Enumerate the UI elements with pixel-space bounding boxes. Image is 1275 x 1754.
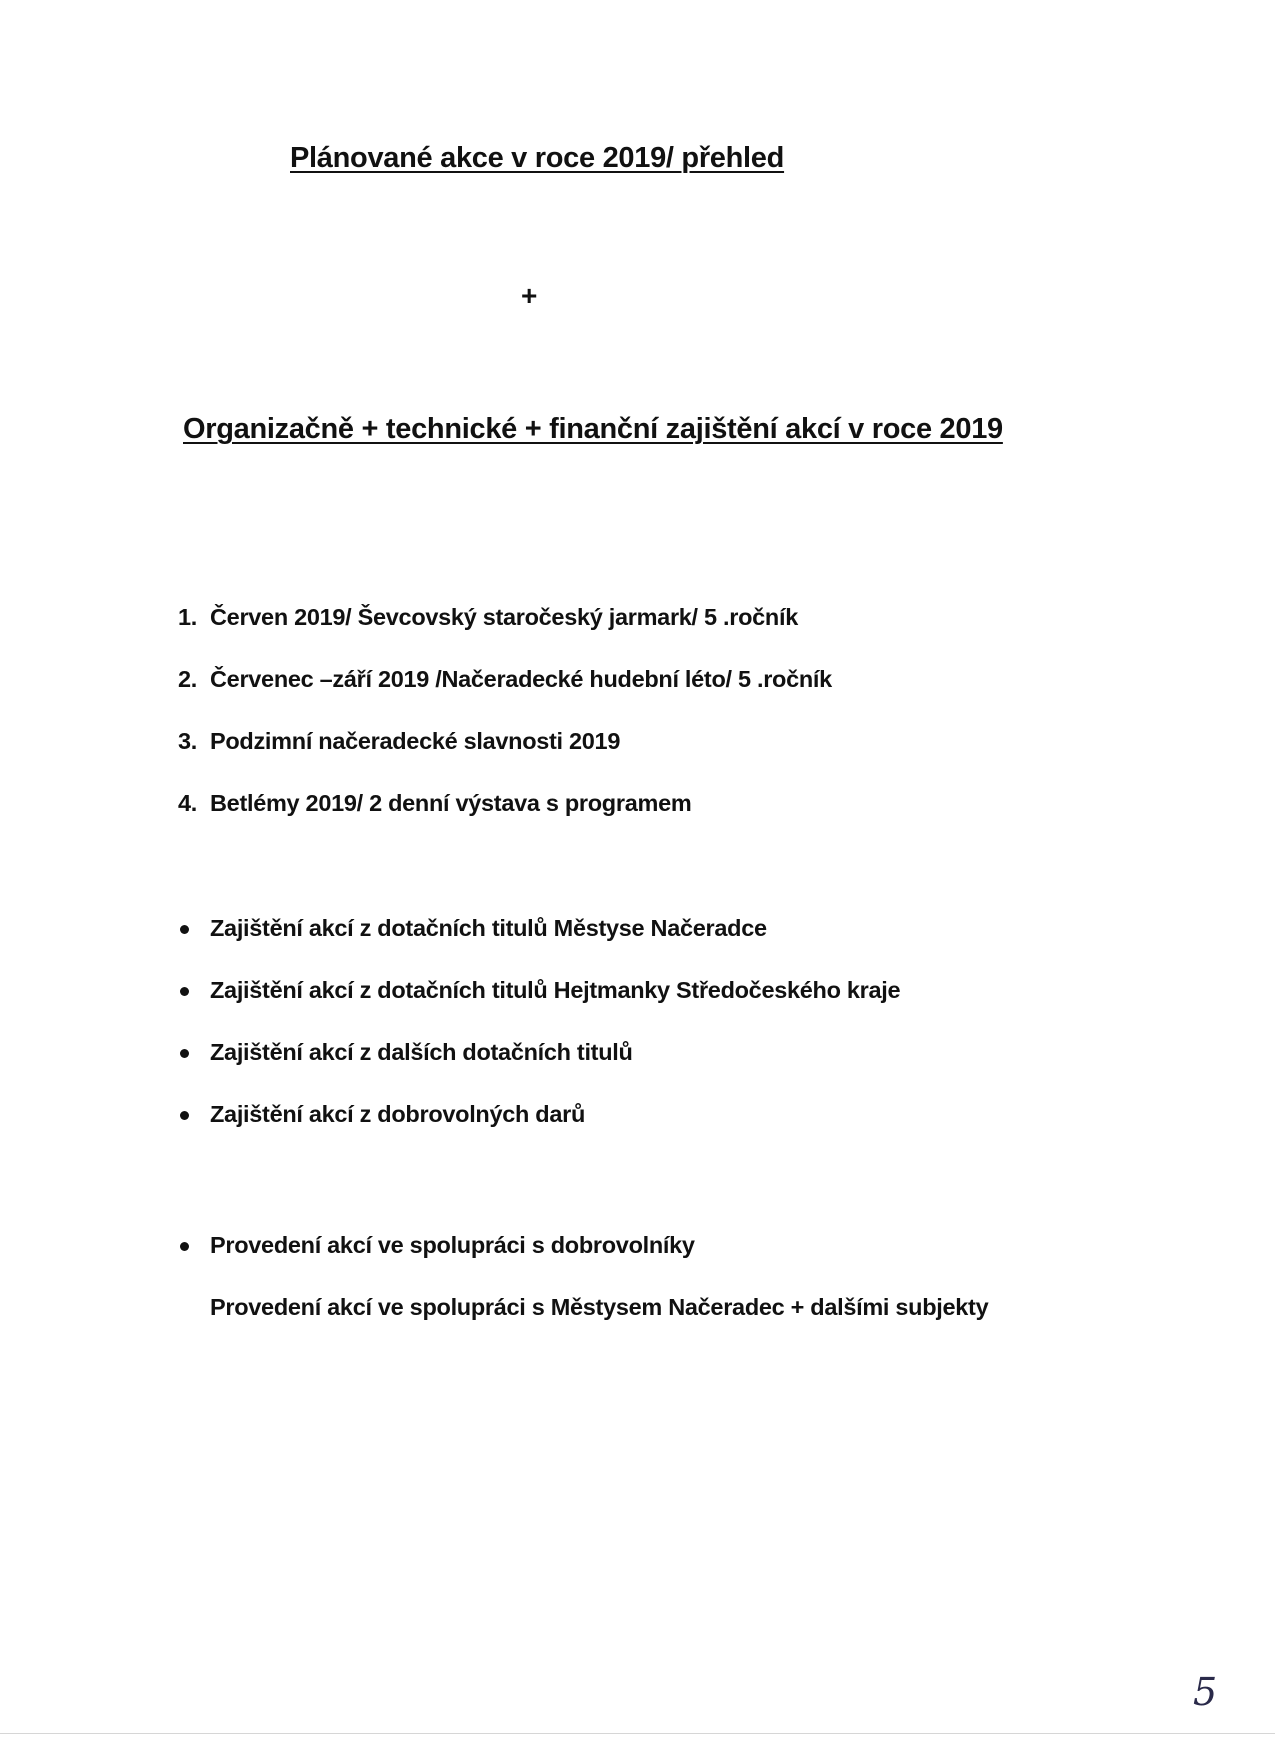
- list-item: [178, 913, 900, 975]
- bullet-icon: [180, 1049, 189, 1058]
- list-item: [178, 602, 832, 664]
- scan-edge-line: [0, 1733, 1275, 1734]
- bullet-icon: [180, 987, 189, 996]
- list-number: 1.: [178, 604, 197, 630]
- list-item-text: Červen 2019/ Ševcovský staročeský jarmark/ 5 .ročník: [210, 604, 798, 630]
- list-item-text: Zajištění akcí z dotačních titulů Hejtmanky Středočeského kraje: [210, 977, 901, 1003]
- list-item: [178, 975, 900, 1037]
- bullet-icon: [180, 1111, 189, 1120]
- list-number: 2.: [178, 666, 197, 692]
- list-item-text: Zajištění akcí z dalších dotačních titulů: [210, 1039, 633, 1065]
- list-item-text: Červenec –září 2019 /Načeradecké hudební léto/ 5 .ročník: [210, 666, 832, 692]
- list-item: [178, 1099, 900, 1161]
- plus-separator: +: [521, 280, 538, 311]
- list-item-text: Podzimní načeradecké slavnosti 2019: [210, 728, 621, 754]
- bullet-icon: [180, 925, 189, 934]
- document-title: Plánované akce v roce 2019/ přehled: [290, 142, 785, 174]
- list-item-text: Zajištění akcí z dobrovolných darů: [210, 1101, 586, 1127]
- list-item: [178, 1037, 900, 1099]
- list-item-text: Provedení akcí ve spolupráci s dobrovolníky: [210, 1232, 695, 1258]
- list-item-text: Betlémy 2019/ 2 denní výstava s programem: [210, 790, 692, 816]
- list-number: 4.: [178, 790, 197, 816]
- funding-list: [178, 913, 900, 1161]
- planned-events-list: [178, 602, 832, 850]
- document-subtitle: Organizačně + technické + finanční zajištění akcí v roce 2019: [183, 413, 1003, 445]
- cooperation-note: Provedení akcí ve spolupráci s Městysem Načeradec + dalšími subjekty: [210, 1294, 989, 1320]
- page-number: 5: [1193, 1670, 1218, 1714]
- cooperation-list: [178, 1230, 695, 1292]
- list-item: [178, 664, 832, 726]
- bullet-icon: [180, 1242, 189, 1251]
- list-item: [178, 788, 832, 850]
- list-item: [178, 726, 832, 788]
- list-item: [178, 1230, 695, 1292]
- list-number: 3.: [178, 728, 197, 754]
- list-item-text: Zajištění akcí z dotačních titulů Městyse Načeradce: [210, 915, 767, 941]
